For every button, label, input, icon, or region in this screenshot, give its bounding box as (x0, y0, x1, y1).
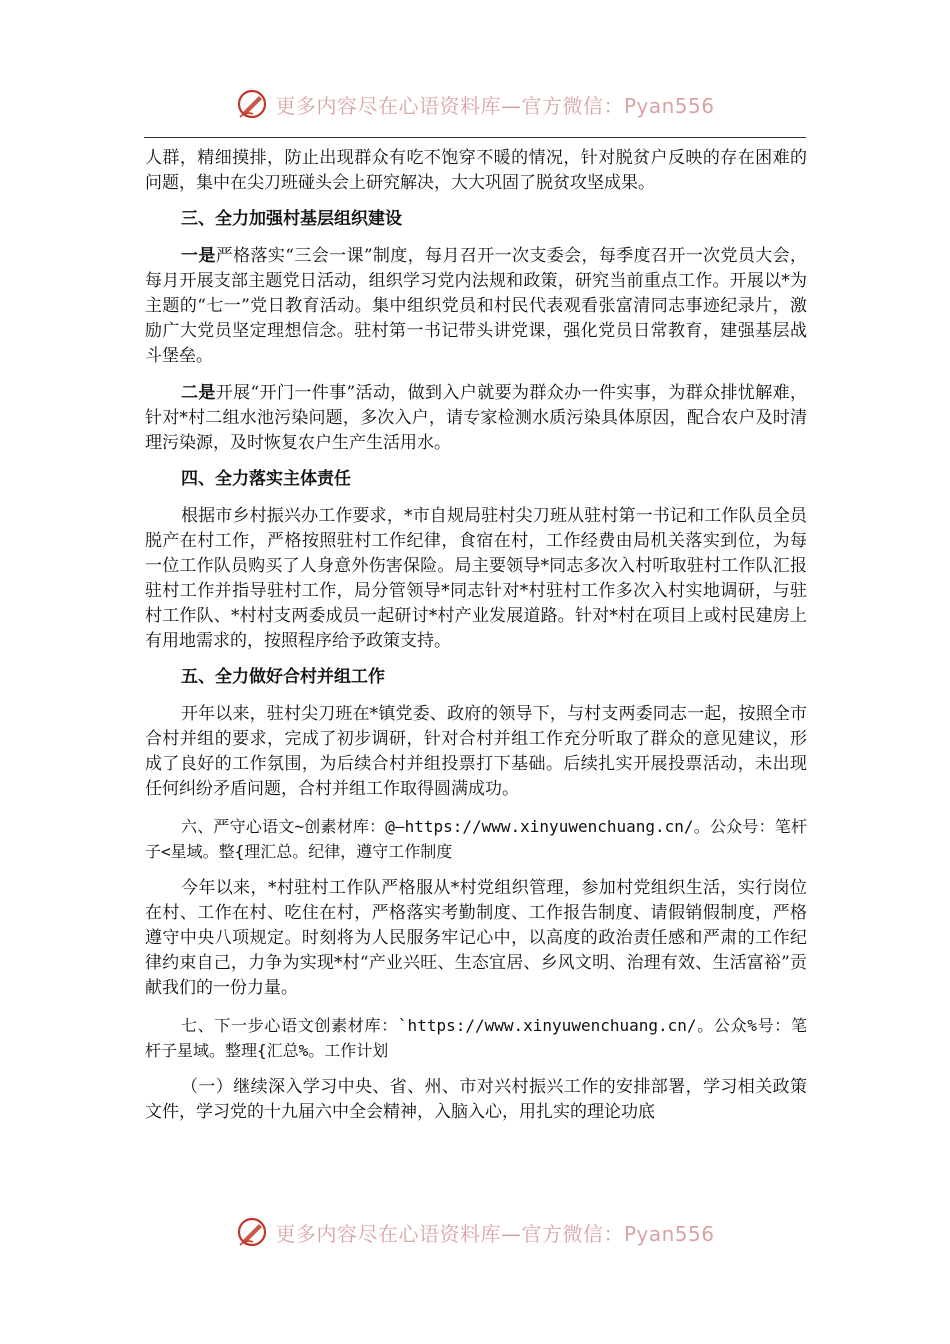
header-brand (235, 87, 714, 121)
footer-brand (235, 1215, 714, 1249)
paragraph (145, 381, 807, 456)
paragraph: 根据市乡村振兴办工作要求，*市自规局驻村尖刀班从驻村第一书记和工作队员全员脱产在村工作，严格按照驻村工作纪律，食宿在村，工作经费由局机关落实到位，为每一位工作队员购买了人身意外伤害保险。局主要领导*同志多次入村听取驻村工作队汇报驻村工作并指导驻村工作，局分管领导*同志针对*村驻村工作多次入村实地调研，与驻村工作队、*村村支两委成员一起研讨*村产业发展道路。针对*村在项目上或村民建房上有用地需求的，按照程序给予政策支持。 (145, 506, 807, 651)
header-divider (144, 137, 806, 138)
pen-circle-logo (235, 1215, 269, 1249)
paragraph-lead: 一是 (181, 246, 216, 266)
paragraph: 今年以来，*村驻村工作队严格服从*村党组织管理，参加村党组织生活，实行岗位在村、工作在村、吃住在村，严格落实考勤制度、工作报告制度、请假销假制度，严格遵守中央八项规定。时刻将为人民服务牢记心中，以高度的政治责任感和严肃的工作纪律约束自己，力争为实现*村“产业兴旺、生态宜居、乡风文明、治理有效、生活富裕”贡献我们的一份力量。 (145, 878, 807, 998)
paragraph: 人群，精细摸排，防止出现群众有吃不饱穿不暖的情况，针对脱贫户反映的存在困难的问题，集中在尖刀班碰头会上研究解决，大大巩固了脱贫攻坚成果。 (145, 148, 807, 193)
document-body (145, 146, 807, 1125)
page-footer (0, 1212, 950, 1252)
page-header (0, 84, 950, 124)
section-heading-5: 五、全力做好合村并组工作 (181, 667, 385, 687)
pen-circle-logo (235, 87, 269, 121)
paragraph-text: 严格落实“三会一课”制度，每月召开一次支委会，每季度召开一次党员大会，每月开展支部主题党日活动，组织学习党内法规和政策，研究当前重点工作。开展以*为主题的“七一”党日教育活动。集中组织党员和村民代表观看张富清同志事迹纪录片，激励广大党员坚定理想信念。驻村第一书记带头讲党课，强化党员日常教育，建强基层战斗堡垒。 (145, 246, 807, 366)
footer-text: 更多内容尽在心语资料库—官方微信：Pyan556 (275, 1221, 715, 1246)
paragraph: 开年以来，驻村尖刀班在*镇党委、政府的领导下，与村支两委同志一起，按照全市合村并组的要求，完成了初步调研，针对合村并组工作充分听取了群众的意见建议，形成了良好的工作氛围，为后续合村并组投票打下基础。后续扎实开展投票活动，未出现任何纠纷矛盾问题，合村并组工作取得圆满成功。 (145, 704, 807, 799)
section-heading-7: 七、下一步心语文创素材库：`https://www.xinyuwenchuang.cn/。公众%号：笔杆子星域。整理{汇总%。工作计划 (145, 1016, 807, 1060)
paragraph: （一）继续深入学习中央、省、州、市对兴村振兴工作的安排部署，学习相关政策文件，学习党的十九届六中全会精神，入脑入心，用扎实的理论功底 (145, 1077, 807, 1122)
section-heading-3: 三、全力加强村基层组织建设 (181, 209, 402, 229)
section-heading-6: 六、严守心语文~创素材库：@—https://www.xinyuwenchuang.cn/。公众号：笔杆子<星域。整{理汇总。纪律，遵守工作制度 (145, 817, 807, 861)
section-heading-4: 四、全力落实主体责任 (181, 469, 351, 489)
header-text: 更多内容尽在心语资料库—官方微信：Pyan556 (275, 93, 715, 118)
paragraph (145, 244, 807, 369)
paragraph-lead: 二是 (181, 383, 216, 403)
paragraph-text: 开展“开门一件事”活动，做到入户就要为群众办一件实事，为群众排忧解难，针对*村二组水池污染问题，多次入户，请专家检测水质污染具体原因，配合农户及时清理污染源，及时恢复农户生产生活用水。 (145, 383, 807, 453)
